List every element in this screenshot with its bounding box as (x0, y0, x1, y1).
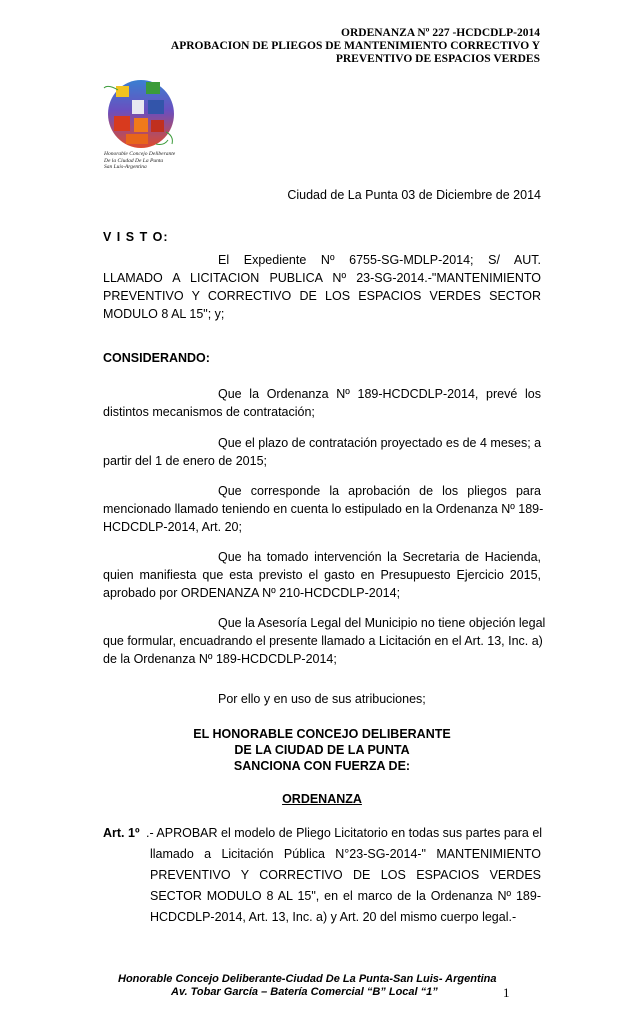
article-1-line: SECTOR MODULO 8 AL 15", en el marco de la Ordenanza Nº 189- (150, 889, 541, 903)
visto-heading: V I S T O: (103, 230, 169, 244)
logo-caption-line: De la Ciudad De La Punta (104, 157, 164, 164)
visto-line: LLAMADO A LICITACION PUBLICA Nº 23-SG-2014.-"MANTENIMIENTO (103, 271, 541, 285)
ordenanza-title: ORDENANZA (282, 792, 362, 806)
visto-line: PREVENTIVO Y CORRECTIVO DE LOS ESPACIOS VERDES SECTOR (103, 289, 541, 303)
date-line: Ciudad de La Punta 03 de Diciembre de 2014 (287, 188, 541, 202)
considerando-line: Que corresponde la aprobación de los pliegos para (218, 484, 541, 498)
council-line-2: DE LA CIUDAD DE LA PUNTA (234, 743, 410, 757)
ordinance-number: ORDENANZA Nº 227 -HCDCDLP-2014 (341, 27, 540, 39)
article-1-line: .- APROBAR el modelo de Pliego Licitatorio en todas sus partes para el (146, 826, 543, 840)
page-number: 1 (503, 985, 510, 1000)
article-1-line: HCDCDLP-2014, Art. 13, Inc. a) y Art. 20 del mismo cuerpo legal.- (150, 910, 517, 924)
logo-caption-line: San Luis-Argentina (104, 164, 147, 170)
considerando-line: partir del 1 de enero de 2015; (103, 454, 268, 468)
considerando-line: Que la Asesoría Legal del Municipio no tiene objeción legal (218, 616, 546, 630)
council-line-3: SANCIONA CON FUERZA DE: (233, 759, 411, 773)
considerando-line: Que la Ordenanza Nº 189-HCDCDLP-2014, prevé los (218, 387, 541, 401)
considerando-heading: CONSIDERANDO: (103, 351, 210, 365)
considerando-line: HCDCDLP-2014, Art. 20; (103, 520, 242, 534)
considerando-line: Que el plazo de contratación proyectado es de 4 meses; a (218, 436, 542, 450)
logo-caption (104, 151, 184, 171)
article-1-line: llamado a Licitación Pública N°23-SG-2014-" MANTENIMIENTO (150, 847, 541, 861)
ordinance-title-line-2: PREVENTIVO DE ESPACIOS VERDES (335, 53, 540, 65)
considerando-line: distintos mecanismos de contratación; (103, 405, 315, 419)
article-1-label: Art. 1º (103, 826, 140, 840)
ordinance-title-line-1: APROBACION DE PLIEGOS DE MANTENIMIENTO CORRECTIVO Y (170, 40, 540, 52)
considerando-line: Que ha tomado intervención la Secretaria de Hacienda, (218, 550, 541, 564)
logo-caption-line: Honorable Concejo Deliberante (104, 151, 176, 157)
considerando-line: quien manifiesta que esta previsto el gasto en Presupuesto Ejercicio 2015, (103, 568, 541, 582)
considerando-line: aprobado por ORDENANZA Nº 210-HCDCDLP-2014; (103, 586, 401, 600)
visto-line: MODULO 8 AL 15"; y; (103, 307, 225, 321)
council-line-1: EL HONORABLE CONCEJO DELIBERANTE (193, 727, 451, 741)
considerando-line: de la Ordenanza Nº 189-HCDCDLP-2014; (103, 652, 337, 666)
footer-address-line-1: Honorable Concejo Deliberante-Ciudad De La Punta-San Luis- Argentina (118, 973, 497, 985)
footer-address-line-2: Av. Tobar García – Batería Comercial “B” Local “1” (171, 986, 438, 998)
article-1-line: PREVENTIVO Y CORRECTIVO DE LOS ESPACIOS VERDES (150, 868, 541, 882)
considerando-line: mencionado llamado teniendo en cuenta lo estipulado en la Ordenanza Nº 189- (103, 502, 544, 516)
considerando-line: que formular, encuadrando el presente llamado a Licitación en el Art. 13, Inc. a) (103, 634, 543, 648)
por-ello-line: Por ello y en uso de sus atribuciones; (218, 692, 426, 706)
visto-line: El Expediente Nº 6755-SG-MDLP-2014; S/ AUT. (218, 253, 541, 267)
